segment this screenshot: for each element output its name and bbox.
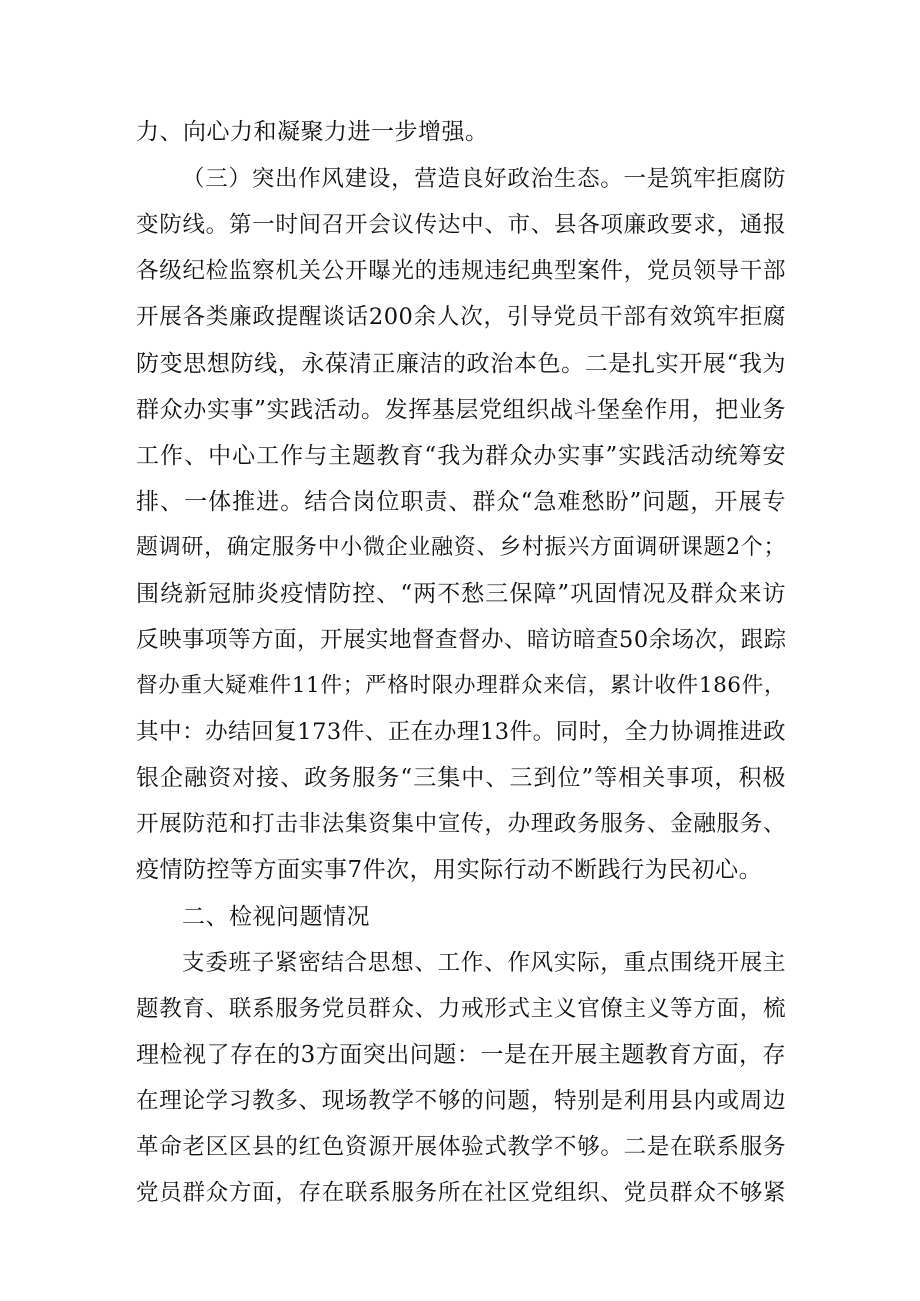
text-line: 群众办实事”实践活动。发挥基层党组织战斗堡垒作用，把业务: [136, 397, 786, 423]
text-line: 督办重大疑难件11件；严格时限办理群众来信，累计收件186件，: [136, 673, 786, 698]
text-line: 在理论学习教多、现场教学不够的问题，特别是利用县内或周边: [136, 1088, 786, 1114]
text-line: 其中：办结回复173件、正在办理13件。同时，全力协调推进政: [136, 719, 786, 745]
text-line: 支委班子紧密结合思想、工作、作风实际，重点围绕开展主: [182, 950, 786, 976]
text-line: 变防线。第一时间召开会议传达中、市、县各项廉政要求，通报: [136, 212, 786, 238]
text-line: 党员群众方面，存在联系服务所在社区党组织、党员群众不够紧: [136, 1180, 786, 1206]
text-line: 各级纪检监察机关公开曝光的违规违纪典型案件，党员领导干部: [136, 258, 786, 284]
section-heading: 二、检视问题情况: [182, 904, 370, 930]
text-line: 开展各类廉政提醒谈话200余人次，引导党员干部有效筑牢拒腐: [136, 304, 786, 330]
text-line: 排、一体推进。结合岗位职责、群众“急难愁盼”问题，开展专: [136, 489, 786, 515]
text-line: （三）突出作风建设，营造良好政治生态。一是筑牢拒腐防: [182, 166, 786, 192]
text-line: 反映事项等方面，开展实地督查督办、暗访暗查50余场次，跟踪: [136, 627, 787, 653]
text-line: 防变思想防线，永葆清正廉洁的政治本色。二是扎实开展“我为: [136, 351, 786, 377]
text-line: 力、向心力和凝聚力进一步增强。: [136, 119, 489, 145]
text-line: 开展防范和打击非法集资集中宣传，办理政务服务、金融服务、: [136, 811, 786, 837]
text-line: 银企融资对接、政务服务“三集中、三到位”等相关事项，积极: [136, 765, 786, 791]
text-line: 革命老区区县的红色资源开展体验式教学不够。二是在联系服务: [136, 1134, 786, 1160]
text-line: 理检视了存在的3方面突出问题：一是在开展主题教育方面，存: [136, 1042, 786, 1068]
text-line: 工作、中心工作与主题教育“我为群众办实事”实践活动统筹安: [136, 443, 786, 469]
text-line: 题调研，确定服务中小微企业融资、乡村振兴方面调研课题2个；: [136, 535, 786, 560]
text-line: 疫情防控等方面实事7件次，用实际行动不断践行为民初心。: [136, 857, 763, 883]
text-line: 题教育、联系服务党员群众、力戒形式主义官僚主义等方面，梳: [136, 996, 786, 1022]
text-line: 围绕新冠肺炎疫情防控、“两不愁三保障”巩固情况及群众来访: [136, 581, 786, 607]
